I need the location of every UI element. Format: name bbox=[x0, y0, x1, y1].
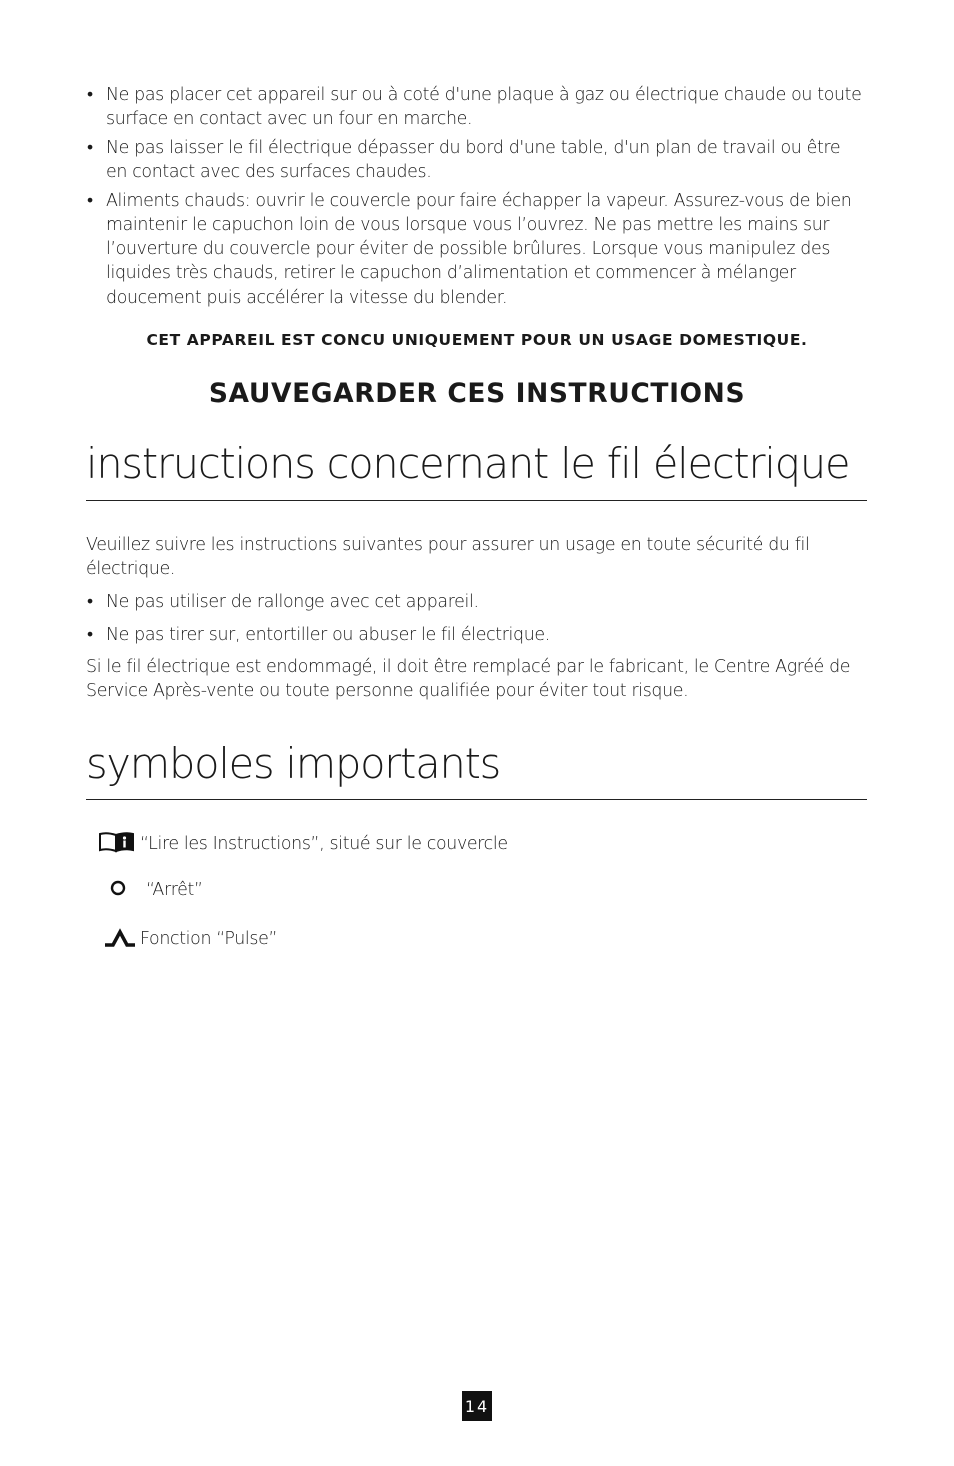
symbol-row-off bbox=[98, 877, 203, 903]
section-divider bbox=[86, 799, 867, 800]
safety-bullet: • Ne pas laisser le fil électrique dépasser du bord d'une table, d'un plan de travail ou être en contact avec des surfaces chaudes. bbox=[86, 136, 866, 184]
safety-bullet: • Ne pas placer cet appareil sur ou à coté d'une plaque à gaz ou électrique chaude ou toute surface en contact avec un four en marche. bbox=[86, 83, 866, 131]
off-circle-icon bbox=[110, 880, 126, 901]
symbol-label: Fonction “Pulse” bbox=[140, 929, 278, 949]
pulse-icon bbox=[104, 927, 136, 952]
safety-bullet: • Aliments chauds: ouvrir le couvercle pour faire échapper la vapeur. Assurez-vous de bien maintenir le capuchon loin de vous lorsque vous l’ouvrez. Ne pas mettre les mains sur l’ouverture du couvercle pour éviter de possible brûlures. Lorsque vous manipulez des liquides très chauds, retirer le capuchon d’alimentation et commencer à mélanger doucement puis accélérer la vitesse du blender. bbox=[86, 189, 866, 310]
symbol-label: “Lire les Instructions”, situé sur le couvercle bbox=[140, 834, 508, 854]
cord-intro-paragraph: Veuillez suivre les instructions suivantes pour assurer un usage en toute sécurité du fil électrique. bbox=[86, 535, 810, 580]
section-divider bbox=[86, 500, 867, 501]
save-instructions-heading: SAUVEGARDER CES INSTRUCTIONS bbox=[208, 378, 746, 409]
book-info-icon bbox=[98, 831, 136, 858]
cord-bullet: • Ne pas tirer sur, entortiller ou abuser le fil électrique. bbox=[86, 623, 866, 647]
cord-bullet-list bbox=[86, 590, 866, 651]
symbols-section-title: symboles importants bbox=[86, 739, 501, 788]
page-number-badge: 14 bbox=[462, 1391, 492, 1421]
cord-bullet: • Ne pas utiliser de rallonge avec cet appareil. bbox=[86, 590, 866, 614]
cord-section-title: instructions concernant le fil électrique bbox=[86, 439, 850, 488]
cord-closing-paragraph: Si le fil électrique est endommagé, il doit être remplacé par le fabricant, le Centre Agréé de Service Après-vente ou toute personne qualifiée pour éviter tout risque. bbox=[86, 657, 851, 702]
symbol-row-pulse bbox=[98, 926, 277, 952]
symbol-row-read-instructions bbox=[98, 831, 508, 857]
symbol-label: “Arrêt” bbox=[146, 880, 203, 900]
household-use-notice: CET APPAREIL EST CONCU UNIQUEMENT POUR UN USAGE DOMESTIQUE. bbox=[146, 331, 808, 349]
safety-bullet-list bbox=[86, 83, 866, 314]
